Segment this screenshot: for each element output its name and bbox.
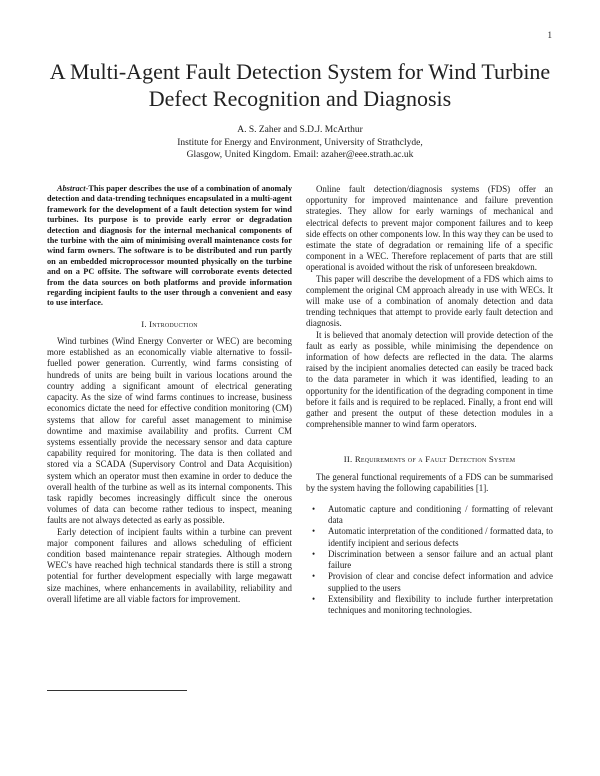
bullet-icon: • [312,548,316,559]
bullet-icon: • [312,571,316,582]
list-item: • Discrimination between a sensor failure and an actual plant failure [312,548,553,571]
section-heading-introduction [47,319,292,330]
bullet-icon: • [312,526,316,537]
section-heading-requirements [306,454,553,465]
section-title: Requirements of a Fault Detection System [354,454,516,465]
page-number: 1 [547,30,552,40]
author-block [100,124,500,162]
requirements-list [306,504,553,616]
list-item: • Automatic capture and conditioning / formatting of relevant data [312,504,553,526]
author-affiliation: Institute for Energy and Environment, University of Strathclyde, [177,137,423,148]
author-address-email: Glasgow, United Kingdom. Email: azaher@eee.strath.ac.uk [186,150,414,160]
left-column [47,184,292,605]
list-item: • Automatic interpretation of the conditioned / formatted data, to identify incipient and serious defects [312,526,553,548]
intro-paragraph: Early detection of incipient faults within a turbine can prevent major component failures and allows scheduling of efficient condition based maintenance repair strategies. Although modern WEC's have reached high technical standards there is still a strong potential for further development especially with large megawatt size machines, where enhancements in availability, reliability and overall lifetime are all viable factors for improvement. [47,526,292,604]
abstract-text: This paper describes the use of a combination of anomaly detection and data-trending techniques encapsulated in a multi-agent framework for the development of a fault detection system for wind turbines. Its purpose is to provide early error or degradation detection and diagnosis for the internal mechanical components of the turbine with the aim of minimising overall maintenance costs for wind farm owners. The software is to be distributed and run partly on an embedded microprocessor mounted physically on the turbine and on a PC offsite. The software will corroborate events detected from the data sources on both platforms and provide information regarding incipient faults to the user through a convenient and easy to use interface. [47,184,292,308]
bullet-icon: • [312,593,316,604]
right-column [306,184,553,616]
paper-title: A Multi-Agent Fault Detection System for Wind Turbine Defect Recognition and Diagnosis [49,59,551,111]
section-number: II. [343,454,353,465]
abstract [47,184,292,309]
body-paragraph: Online fault detection/diagnosis systems (FDS) offer an opportunity for improved maintenance and failure prevention strategies. They allow for early warnings of mechanical and electrical defects to prevent major component failures and to keep side effects on other components low. In this way they can be used to estimate the state of degradation or remaining life of a specific component in a WEC. Therefore replacement of parts that are still operational is avoided without the risk of unforeseen breakdown. [306,184,553,273]
body-paragraph: It is believed that anomaly detection will provide detection of the fault as early as possible, while minimising the dependence on information of how defects are reflected in the data. The alarms raised by the incipient anomalies detected can easily be traced back to the data parameter in which it was identified, leading to an opportunity for the identification of the degrading component in time before it fails and is required to be replaced. Finally, a front end will gather and present the output of these detection modules in a comprehensible manner to wind farm operators. [306,329,553,430]
section-number: I. [141,318,147,329]
body-paragraph: This paper will describe the development of a FDS which aims to complement the original CM approach already in use with WECs. It will make use of a combination of anomaly detection and data trending techniques that attempt to provide early fault detection and diagnosis. [306,273,553,329]
footnote-divider [47,690,187,691]
list-item: • Provision of clear and concise defect information and advice supplied to the users [312,571,553,593]
section-title: Introduction [149,318,198,329]
bullet-icon: • [312,504,316,515]
requirements-intro: The general functional requirements of a FDS can be summarised by the system having the following capabilities [1]. [306,471,553,493]
abstract-label: Abstract- [57,184,89,193]
intro-paragraph: Wind turbines (Wind Energy Converter or WEC) are becoming more established as an economically viable alternative to fossil-fuelled power generation. Currently, wind farms consisting of hundreds of units are being built in various locations around the country adding a significant amount of electrical generating capacity. As the size of wind farms continues to increase, business economics dictate the need for effective condition monitoring (CM) systems that allow for careful asset management to minimise downtime and maximise availability and profits. Current CM systems essentially provide the necessary sensor and data capture capability required for monitoring. The data is then collated and stored via a SCADA (Supervisory Control and Data Acquisition) system which an operator must then examine in order to deduce the overall health of the turbine as well as its internal components. This task rapidly becomes increasingly difficult since the onerous volumes of data can become rather tedious to inspect, meaning faults are not always detected as early as possible. [47,336,292,526]
author-names: A. S. Zaher and S.D.J. McArthur [237,125,363,135]
list-item: • Extensibility and flexibility to include further interpretation techniques and monitoring technologies. [312,593,553,615]
